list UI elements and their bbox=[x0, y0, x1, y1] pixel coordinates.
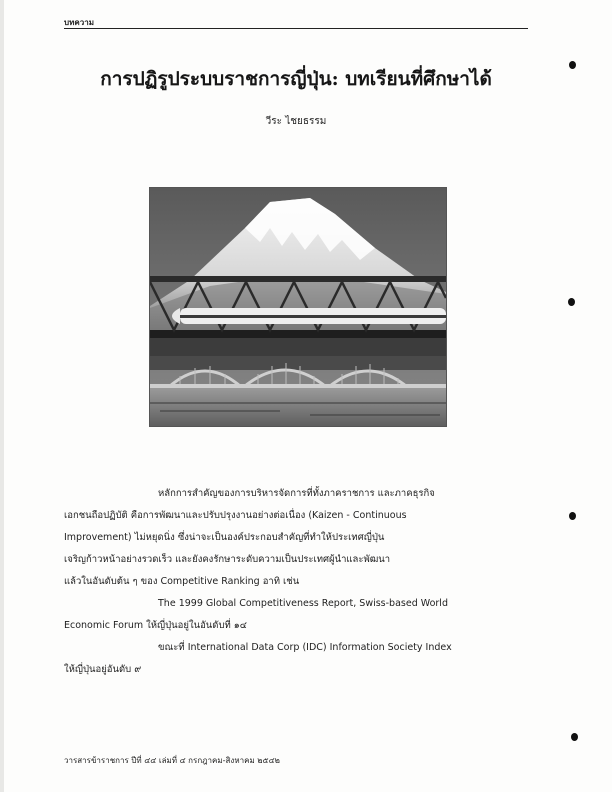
article-photo bbox=[149, 187, 447, 427]
binding-hole bbox=[571, 733, 578, 741]
body-line: ให้ญี่ปุ่นอยู่อันดับ ๙ bbox=[64, 664, 142, 675]
body-line: Improvement) ไม่หยุดนิ่ง ซึ่งน่าจะเป็นองค์ประกอบสำคัญที่ทำให้ประเทศญี่ปุ่น bbox=[64, 532, 385, 543]
body-line: The 1999 Global Competitiveness Report, Swiss-based World bbox=[158, 598, 448, 609]
body-line: ขณะที่ International Data Corp (IDC) Information Society Index bbox=[158, 642, 452, 653]
article-body bbox=[64, 483, 496, 681]
binding-hole bbox=[569, 61, 576, 69]
article-author: วีระ ไชยธรรม bbox=[265, 116, 327, 127]
body-line: เจริญก้าวหน้าอย่างรวดเร็ว และยังคงรักษาระดับความเป็นประเทศผู้นำและพัฒนา bbox=[64, 554, 391, 565]
journal-footer: วารสารข้าราชการ ปีที่ ๔๔ เล่มที่ ๔ กรกฎาคม-สิงหาคม ๒๕๔๒ bbox=[64, 756, 280, 765]
body-line: เอกชนถือปฏิบัติ คือการพัฒนาและปรับปรุงงานอย่างต่อเนื่อง (Kaizen - Continuous bbox=[64, 510, 407, 521]
mount-fuji-train-photo-icon bbox=[150, 188, 446, 426]
section-label: บทความ bbox=[64, 18, 94, 27]
body-line: Economic Forum ให้ญี่ปุ่นอยู่ในอันดับที่ ๑๔ bbox=[64, 620, 247, 631]
scan-edge bbox=[0, 0, 4, 792]
body-line: หลักการสำคัญของการบริหารจัดการที่ทั้งภาคราชการ และภาคธุรกิจ bbox=[158, 488, 435, 499]
binding-hole bbox=[569, 512, 576, 520]
body-line: แล้วในอันดับต้น ๆ ของ Competitive Ranking อาทิ เช่น bbox=[64, 576, 300, 587]
header-rule bbox=[64, 28, 528, 29]
binding-hole bbox=[568, 298, 575, 306]
article-title: การปฏิรูประบบราชการญี่ปุ่น: บทเรียนที่ศึกษาได้ bbox=[100, 68, 492, 90]
